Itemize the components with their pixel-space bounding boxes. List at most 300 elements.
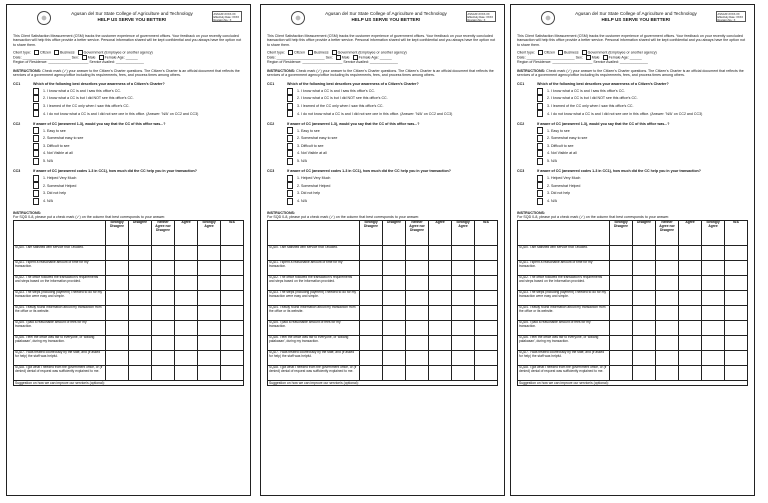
cc2-option[interactable] [33,157,244,165]
sqd-rating-cell[interactable] [656,350,679,365]
option-checkbox[interactable] [537,198,543,205]
option-checkbox[interactable] [287,198,293,205]
sqd-rating-cell[interactable] [198,260,221,275]
sqd-rating-cell[interactable] [725,335,748,350]
sqd-rating-cell[interactable] [383,365,406,380]
sqd-rating-cell[interactable] [452,305,475,320]
sqd-rating-cell[interactable] [679,365,702,380]
cc2-option[interactable] [287,157,498,165]
option-checkbox[interactable] [537,150,543,157]
sqd-rating-cell[interactable] [221,350,244,365]
option-checkbox[interactable] [33,150,39,157]
option-checkbox[interactable] [33,182,39,189]
cc2-option[interactable] [287,150,498,158]
cc2-option[interactable] [537,157,748,165]
sqd-item-text: SQD6. I feel the office was fair to everyone, or 'walang palakasan', during my transaction. [518,335,610,350]
sqd-rating-cell[interactable] [360,275,383,290]
sqd-rating-cell[interactable] [152,245,175,260]
stamp-line: Effectivity Date: XXXX [717,15,744,19]
sqd-rating-cell[interactable] [106,305,129,320]
sqd-rating-cell[interactable] [175,305,198,320]
sqd-rating-cell[interactable] [152,290,175,305]
cc2-question: If aware of CC (answered 1-3), would you say that the CC of this office was...? [287,121,420,126]
option-checkbox[interactable] [287,110,293,117]
sqd-rating-cell[interactable] [221,335,244,350]
sqd-rating-cell[interactable] [429,335,452,350]
sqd-rating-cell[interactable] [633,350,656,365]
sqd-rating-cell[interactable] [129,305,152,320]
option-checkbox[interactable] [33,143,39,150]
sqd-rating-cell[interactable] [129,275,152,290]
sqd-rating-cell[interactable] [725,320,748,335]
option-text: 3. I learned of the CC only when I saw this office's CC. [297,103,384,108]
cc2-block [13,122,244,165]
sqd-rating-cell[interactable] [610,260,633,275]
sqd-rating-cell[interactable] [360,305,383,320]
cc1-option[interactable] [537,110,748,118]
option-checkbox[interactable] [287,127,293,134]
sqd-rating-cell[interactable] [656,245,679,260]
cc1-option[interactable] [537,95,748,103]
sqd-rating-cell[interactable] [475,365,498,380]
option-checkbox[interactable] [537,110,543,117]
region-field[interactable]: ____________________ [48,60,89,65]
male-label: Male [591,55,600,60]
sqd-rating-cell[interactable] [175,365,198,380]
sqd-rating-cell[interactable] [610,245,633,260]
college-name [311,11,461,22]
cc2-option[interactable] [537,135,748,143]
cc2-label: CC2 [13,121,21,126]
cc3-option[interactable] [33,175,244,183]
cc3-option[interactable] [287,182,498,190]
option-checkbox[interactable] [287,190,293,197]
sqd-rating-cell[interactable] [702,245,725,260]
cc2-option[interactable] [33,135,244,143]
sqd-header: Disagree [633,220,656,245]
sqd-rating-cell[interactable] [679,260,702,275]
sqd-rating-cell[interactable] [198,320,221,335]
sqd-item-text: SQD2. The office followed the transaction's requirements and steps based on the information provided. [268,275,360,290]
date-field[interactable]: ________________________ [526,55,575,60]
sqd-rating-cell[interactable] [175,245,198,260]
option-checkbox[interactable] [537,175,543,182]
college-line-1: Agusan del Sur State College of Agriculture and Technology [71,11,193,16]
sqd-rating-cell[interactable] [360,350,383,365]
date-field[interactable]: ________________________ [276,55,325,60]
sqd-rating-cell[interactable] [198,275,221,290]
sqd-rating-cell[interactable] [106,335,129,350]
sqd-rating-cell[interactable] [475,305,498,320]
cc2-question: If aware of CC (answered 1-3), would you say that the CC of this office was...? [33,121,166,126]
sqd-rating-cell[interactable] [452,335,475,350]
sqd-rating-cell[interactable] [175,260,198,275]
cc1-option[interactable] [287,102,498,110]
sqd-rating-cell[interactable] [406,305,429,320]
sqd-rating-cell[interactable] [221,320,244,335]
cc3-option[interactable] [33,190,244,198]
sqd-rating-cell[interactable] [360,290,383,305]
table-row [518,320,748,335]
cc3-option[interactable] [537,197,748,205]
option-checkbox[interactable] [537,127,543,134]
option-text: 4. N/A [547,198,557,203]
sqd-item-text: SQD1. I spent a reasonable amount of time for my transaction. [14,260,106,275]
option-checkbox[interactable] [33,198,39,205]
sqd-instructions-text: For SQD 0-8, please put a check mark (✓) on the column that best corresponds to your answer. [13,214,166,219]
sqd-rating-cell[interactable] [129,245,152,260]
sqd-rating-cell[interactable] [452,365,475,380]
sqd-rating-cell[interactable] [610,275,633,290]
sqd-rating-cell[interactable] [383,350,406,365]
cc3-option[interactable] [287,197,498,205]
sqd-rating-cell[interactable] [383,275,406,290]
sqd-rating-cell[interactable] [198,290,221,305]
cc1-block [13,82,244,118]
sqd-rating-cell[interactable] [725,245,748,260]
sqd-rating-cell[interactable] [152,275,175,290]
sqd-item-text: SQD4. I easily found information about my transaction from the office or its website. [268,305,360,320]
age-field[interactable]: ______ [629,55,642,60]
sqd-rating-cell[interactable] [475,245,498,260]
sqd-rating-cell[interactable] [383,260,406,275]
sqd-rating-cell[interactable] [656,365,679,380]
sqd-rating-cell[interactable] [452,320,475,335]
table-row [518,335,748,350]
sqd-rating-cell[interactable] [656,305,679,320]
sqd-rating-cell[interactable] [656,275,679,290]
option-checkbox[interactable] [33,103,39,110]
sqd-rating-cell[interactable] [656,290,679,305]
cc1-option[interactable] [33,87,244,95]
sqd-rating-cell[interactable] [702,260,725,275]
cc2-option[interactable] [33,127,244,135]
sqd-rating-cell[interactable] [221,290,244,305]
sqd-rating-cell[interactable] [429,365,452,380]
cc2-option[interactable] [287,135,498,143]
sqd-rating-cell[interactable] [656,320,679,335]
option-checkbox[interactable] [287,182,293,189]
sqd-rating-cell[interactable] [360,260,383,275]
sqd-rating-cell[interactable] [106,350,129,365]
cc1-option[interactable] [287,87,498,95]
sqd-rating-cell[interactable] [452,350,475,365]
sqd-rating-cell[interactable] [106,320,129,335]
option-checkbox[interactable] [287,135,293,142]
sqd-rating-cell[interactable] [129,320,152,335]
option-checkbox[interactable] [33,95,39,102]
sqd-rating-cell[interactable] [633,290,656,305]
cc3-option[interactable] [537,190,748,198]
sqd-rating-cell[interactable] [702,275,725,290]
sqd-rating-cell[interactable] [633,275,656,290]
sqd-rating-cell[interactable] [106,245,129,260]
sqd-rating-cell[interactable] [702,320,725,335]
sqd-rating-cell[interactable] [406,365,429,380]
sqd-rating-cell[interactable] [406,350,429,365]
cc2-option[interactable] [537,150,748,158]
sqd-rating-cell[interactable] [702,290,725,305]
sqd-rating-cell[interactable] [725,275,748,290]
sqd-rating-cell[interactable] [679,275,702,290]
female-label: Female [608,55,621,60]
sqd-rating-cell[interactable] [452,275,475,290]
sqd-rating-cell[interactable] [610,350,633,365]
sqd-rating-cell[interactable] [725,305,748,320]
age-field[interactable]: ______ [379,55,392,60]
region-field[interactable]: ____________________ [302,60,343,65]
sqd-rating-cell[interactable] [429,260,452,275]
sqd-rating-cell[interactable] [383,305,406,320]
option-checkbox[interactable] [537,135,543,142]
table-row [268,365,498,380]
cc3-option[interactable] [537,175,748,183]
option-checkbox[interactable] [537,158,543,165]
sqd-rating-cell[interactable] [406,245,429,260]
sqd-rating-cell[interactable] [429,245,452,260]
service-field[interactable]: ______________ [369,60,398,65]
sqd-rating-cell[interactable] [383,245,406,260]
sqd-rating-cell[interactable] [175,275,198,290]
sqd-rating-cell[interactable] [475,275,498,290]
sqd-rating-cell[interactable] [406,275,429,290]
sqd-header-row [518,220,748,245]
sqd-rating-cell[interactable] [152,320,175,335]
sqd-rating-cell[interactable] [129,260,152,275]
sqd-rating-cell[interactable] [175,335,198,350]
sqd-rating-cell[interactable] [633,365,656,380]
option-checkbox[interactable] [287,143,293,150]
cc1-option[interactable] [537,87,748,95]
cc1-option[interactable] [33,95,244,103]
option-checkbox[interactable] [33,175,39,182]
cc1-option[interactable] [287,95,498,103]
sqd-rating-cell[interactable] [198,350,221,365]
cc3-option[interactable] [287,175,498,183]
option-checkbox[interactable] [33,127,39,134]
sqd-rating-cell[interactable] [610,290,633,305]
sqd-rating-cell[interactable] [429,305,452,320]
sqd-rating-cell[interactable] [221,365,244,380]
sqd-rating-cell[interactable] [152,365,175,380]
sqd-rating-cell[interactable] [198,365,221,380]
sqd-rating-cell[interactable] [198,335,221,350]
sqd-rating-cell[interactable] [406,320,429,335]
table-row [14,305,244,320]
option-text: 1. Helped Very Much [297,176,331,181]
option-checkbox[interactable] [287,175,293,182]
sqd-rating-cell[interactable] [475,350,498,365]
cc1-option[interactable] [537,102,748,110]
cc2-option[interactable] [287,127,498,135]
sqd-rating-cell[interactable] [633,305,656,320]
sqd-rating-cell[interactable] [610,320,633,335]
option-checkbox[interactable] [287,150,293,157]
college-line-2: HELP US SERVE YOU BETTER! [351,16,421,22]
option-checkbox[interactable] [537,143,543,150]
option-checkbox[interactable] [537,190,543,197]
sqd-rating-cell[interactable] [198,305,221,320]
option-text: 3. Difficult to see [43,143,70,148]
sqd-item-text: SQD1. I spent a reasonable amount of time for my transaction. [518,260,610,275]
cc3-label: CC3 [517,169,525,174]
option-text: 4. N/A [43,198,53,203]
table-row [14,290,244,305]
stamp-line: ASSCAT-XXXX-XX [213,12,236,16]
option-text: 4. I do not know what a CC is and I did not see one in this office. (Answer: 'N/A' on CC2 and CC3) [297,111,453,116]
option-checkbox[interactable] [33,158,39,165]
cc1-option[interactable] [287,110,498,118]
cc3-option[interactable] [33,197,244,205]
sqd-rating-cell[interactable] [429,275,452,290]
sqd-rating-cell[interactable] [106,365,129,380]
option-text: 2. I know what a CC is but I did NOT see this office's CC. [43,96,134,101]
sqd-rating-cell[interactable] [633,245,656,260]
sqd-rating-cell[interactable] [633,335,656,350]
sqd-rating-cell[interactable] [175,320,198,335]
sqd-rating-cell[interactable] [152,350,175,365]
date-field[interactable]: ________________________ [22,55,71,60]
sqd-rating-cell[interactable] [175,350,198,365]
option-text: 3. Difficult to see [297,143,324,148]
sqd-rating-cell[interactable] [452,260,475,275]
option-checkbox[interactable] [287,95,293,102]
sqd-rating-cell[interactable] [106,260,129,275]
sqd-rating-cell[interactable] [221,260,244,275]
sqd-rating-cell[interactable] [129,335,152,350]
sqd-rating-cell[interactable] [702,305,725,320]
cc1-label: CC1 [517,81,525,86]
age-field[interactable]: ______ [125,55,138,60]
option-checkbox[interactable] [287,158,293,165]
college-name [561,11,711,22]
sqd-rating-cell[interactable] [406,290,429,305]
service-label: Service Availed: [89,60,115,65]
sqd-rating-cell[interactable] [452,290,475,305]
option-checkbox[interactable] [537,88,543,95]
option-checkbox[interactable] [33,88,39,95]
sqd-rating-cell[interactable] [725,365,748,380]
sqd-rating-cell[interactable] [679,305,702,320]
sqd-rating-cell[interactable] [610,335,633,350]
sqd-rating-cell[interactable] [633,260,656,275]
sqd-rating-cell[interactable] [383,290,406,305]
sqd-rating-cell[interactable] [679,335,702,350]
cc3-option[interactable] [287,190,498,198]
sqd-rating-cell[interactable] [475,335,498,350]
cc2-option[interactable] [287,142,498,150]
sqd-rating-cell[interactable] [679,350,702,365]
sqd-rating-cell[interactable] [383,335,406,350]
cc2-option[interactable] [33,150,244,158]
sqd-item-text: SQD7. I was treated courteously by the staff, and (if asked for help) the staff was helpful. [14,350,106,365]
sqd-rating-cell[interactable] [129,290,152,305]
age-label: Age: [371,55,379,60]
option-checkbox[interactable] [33,190,39,197]
sqd-rating-cell[interactable] [702,350,725,365]
sqd-rating-cell[interactable] [679,290,702,305]
sqd-rating-cell[interactable] [106,275,129,290]
sqd-rating-cell[interactable] [429,290,452,305]
cc3-option[interactable] [537,182,748,190]
sqd-rating-cell[interactable] [475,320,498,335]
sqd-item-text: SQD3. The steps (including payment) I needed to do for my transaction were easy and simple. [268,290,360,305]
sqd-rating-cell[interactable] [610,365,633,380]
option-checkbox[interactable] [33,110,39,117]
sqd-rating-cell[interactable] [221,245,244,260]
sqd-rating-cell[interactable] [406,335,429,350]
cc1-option[interactable] [33,110,244,118]
cc2-option[interactable] [537,142,748,150]
stamp-line: Revision No.: X [717,19,736,22]
sqd-rating-cell[interactable] [198,245,221,260]
option-checkbox[interactable] [537,103,543,110]
sqd-rating-cell[interactable] [702,335,725,350]
sqd-rating-cell[interactable] [633,320,656,335]
option-checkbox[interactable] [33,135,39,142]
region-field[interactable]: ____________________ [552,60,593,65]
sqd-rating-cell[interactable] [406,260,429,275]
option-checkbox[interactable] [287,103,293,110]
sqd-rating-cell[interactable] [152,305,175,320]
sqd-rating-cell[interactable] [152,335,175,350]
sqd-rating-cell[interactable] [725,260,748,275]
option-checkbox[interactable] [287,88,293,95]
sqd-rating-cell[interactable] [429,320,452,335]
option-checkbox[interactable] [537,95,543,102]
sqd-rating-cell[interactable] [679,245,702,260]
sqd-item-text: SQD8. I got what I needed from the government office, or (if denied) denial of request was sufficiently explained to me. [518,365,610,380]
suggestion-label: Suggestion on how we can improve our service/s (optional): [13,381,244,386]
sqd-rating-cell[interactable] [656,335,679,350]
table-row [268,320,498,335]
sqd-rating-cell[interactable] [360,335,383,350]
sqd-rating-cell[interactable] [452,245,475,260]
cc1-option[interactable] [33,102,244,110]
sqd-rating-cell[interactable] [106,290,129,305]
sqd-rating-cell[interactable] [221,305,244,320]
service-field[interactable]: ______________ [115,60,144,65]
sqd-rating-cell[interactable] [702,365,725,380]
sqd-rating-cell[interactable] [429,350,452,365]
sqd-rating-cell[interactable] [129,365,152,380]
sqd-rating-cell[interactable] [679,320,702,335]
sqd-rating-cell[interactable] [725,350,748,365]
service-field[interactable]: ______________ [619,60,648,65]
option-checkbox[interactable] [537,182,543,189]
sqd-rating-cell[interactable] [152,260,175,275]
cc2-option[interactable] [33,142,244,150]
sqd-rating-cell[interactable] [360,245,383,260]
sqd-rating-cell[interactable] [725,290,748,305]
sqd-rating-cell[interactable] [475,260,498,275]
sqd-rating-cell[interactable] [129,350,152,365]
sqd-rating-cell[interactable] [383,320,406,335]
sqd-rating-cell[interactable] [175,290,198,305]
sqd-rating-cell[interactable] [610,305,633,320]
sqd-rating-cell[interactable] [656,260,679,275]
option-text: 4. Not Visible at all [43,151,73,156]
sqd-rating-cell[interactable] [221,275,244,290]
cc3-option[interactable] [33,182,244,190]
sqd-rating-cell[interactable] [360,365,383,380]
region-service-row [13,60,244,65]
sqd-rating-cell[interactable] [360,320,383,335]
sqd-rating-cell[interactable] [475,290,498,305]
option-text: 3. I learned of the CC only when I saw this office's CC. [43,103,130,108]
cc2-option[interactable] [537,127,748,135]
sqd-item-text: SQD7. I was treated courteously by the staff, and (if asked for help) the staff was helpful. [518,350,610,365]
